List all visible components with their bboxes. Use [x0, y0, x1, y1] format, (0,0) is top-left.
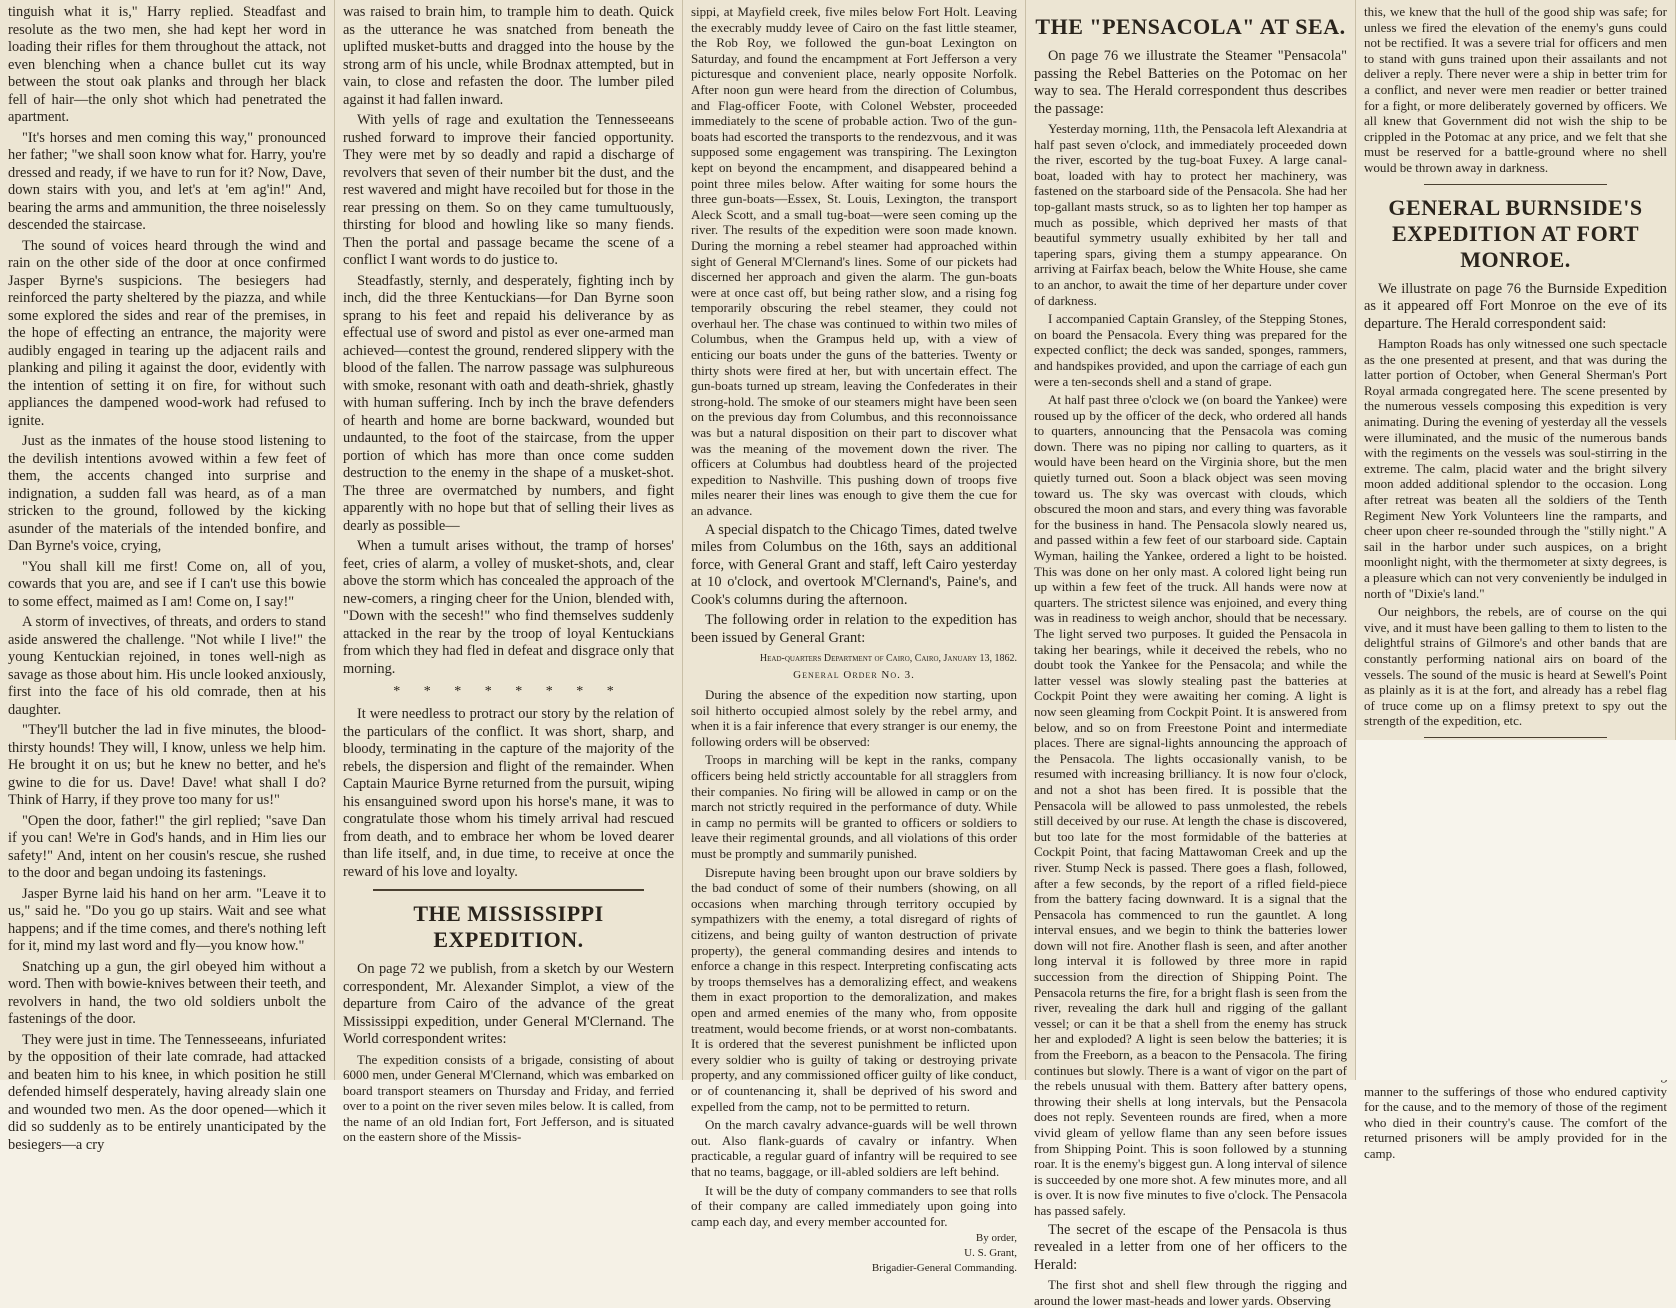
signature-line: By order, [975, 1232, 1017, 1245]
mississippi-expedition-body [343, 961, 674, 1145]
signature-line: Brigadier-General Commanding. [871, 1262, 1017, 1275]
paragraph: "You shall kill me first! Come on, all of you, cowards that you are, and see if I can't use this bowie to some effect, maimed as I am! Come on, I say!" [8, 558, 326, 610]
column-4 [1026, 0, 1356, 1308]
column-1 [0, 0, 335, 1153]
paragraph: At half past three o'clock we (on board the Yankee) were roused up by the officer of the deck, who ordered all hands to quarters, announcing that the Pensacola was coming down. There was no piping nor calling to quarters, as it would have been heard on the Virginia shore, but the men quietly turned out. Soon a black object was seen moving toward us. The sky was overcast with clouds, which obscured the moon and stars, and every thing was favorable for the business in hand. The Pensacola slowly neared us, and passed within a few feet of our starboard side. Captain Wyman, hailing the Yankee, ordered a light to be hoisted. This was done on her only mast. A colored light being run up within a few feet of the truck. All hands were now at quarters. The strictest silence was enjoined, and every thing was in readiness to weigh anchor, should that be necessary. The light served two purposes. It guided the Pensacola in taking her bearings, while it deceived the rebels, who no doubt took the Yankee for the Pensacola; and while the latter vessel was slowly stealing past the batteries at Cockpit Point they were awaiting her coming. A light is now seen gleaming from Cockpit Point. It is answered from below, and so on from Freestone Point and intermediate places. There are signal-lights announcing the approach of the Pensacola. The lights occasionally vanish, to be resumed with increasing brilliancy. It is now four o'clock, and not a shot has been fired. It is possible that the Pensacola will be allowed to pass unmolested, the rebels still deceived by our ruse. At length the chase is discovered, but too late for the most formidable of the batteries at Cockpit Point, that facing Mattawoman Creek and up the river. Stump Neck is passed. There goes a flash, followed, after a few seconds, by the report of a rifled field-piece from the battery facing downward. It is a signal that the Pensacola has commenced to run the gauntlet. A long interval ensues, and we begin to think the batteries lower down will not fire. Another flash is seen, and after another long interval it is followed by three more in rapid succession from the direction of Shipping Point. The Pensacola returns the fire, for a bright flash is seen from the river, revealing the dark hull and rigging of the gallant vessel; or can it be that a shell from the enemy has struck her and exploded? A light is seen below the batteries; it is from the Freeborn, as a beacon to the Pensacola. The firing continues but slowly. There is a want of vigor on the part of the rebels unusual with them. Battery after battery opens, throwing their shells at long intervals, but the Pensacola does not reply. Seventeen rounds are fired, when a more vivid gleam of yellow flame than any seen before issues from Shipping Point. This is soon followed by a stunning roar. It is the enemy's biggest gun. A long interval of silence is succeeded by one more shot. A few minutes more, and all is over. It is now five minutes to five o'clock. The Pensacola has passed safely. [1034, 392, 1347, 1218]
paragraph: Snatching up a gun, the girl obeyed him without a word. Then with bowie-knives between their teeth, and revolvers in hand, the two old soldiers unbolt the fastenings of the door. [8, 958, 326, 1027]
paragraph: "It's horses and men coming this way," pronounced her father; "we shall soon know what for. Harry, you're dressed and ready, if we have to run for it? Now, Dave, down stairs with you, and let's at 'em ag'in!" And, bearing the arms and ammunition, the three noiselessly descended the staircase. [8, 129, 326, 233]
heading-rule [373, 889, 644, 891]
heading-burnside-expedition: GENERAL BURNSIDE'S EXPEDITION AT FORT MONROE. [1388, 194, 1643, 272]
paragraph: During the absence of the expedition now starting, upon soil hitherto occupied almost solely by the rebel army, and when it is a fair inference that every stranger is our enemy, the following orders will be observed: [691, 687, 1017, 749]
general-order-dateline: Head-quarters Department of Cairo, Cairo, January 13, 1862. [759, 653, 1017, 665]
paragraph: We illustrate on page 76 the Burnside Expedition as it appeared off Fort Monroe on the eve of its departure. The Herald correspondent said: [1364, 280, 1667, 332]
paragraph: On page 76 we illustrate the Steamer "Pensacola" passing the Rebel Batteries on the Potomac on her way to sea. The Herald correspondent thus describes the passage: [1034, 48, 1347, 117]
column-1-body [8, 4, 326, 1154]
paragraph: The first shot and shell flew through the rigging and around the lower mast-heads and lower yards. Observing [1034, 1277, 1347, 1308]
section-separator-stars: * * * * * * * * [393, 684, 624, 699]
column-2-body-continued [343, 706, 674, 881]
heading-rule [1424, 737, 1607, 738]
column-5 [1356, 0, 1676, 1161]
paragraph: The sound of voices heard through the wind and rain on the other side of the door at once confirmed Jasper Byrne's suspicions. The besiegers had reinforced the party sheltered by the piazza, and while some explored the sides and rear of the premises, in the hope of effecting an entrance, the majority were audibly engaged in tearing up the adjacent rails and planking and piling it against the door, evidently with the intention of setting it on fire, for without such appliances the dampened wood-work had refused to ignite. [8, 237, 326, 429]
paragraph: tinguish what it is," Harry replied. Steadfast and resolute as the two men, she had kept her word in loading their rifles for them throughout the attack, not even blenching when a chance bullet cut its way between the stout oak planks and through her black fell of hair—the only shot which had penetrated the apartment. [8, 4, 326, 125]
paragraph: Our neighbors, the rebels, are of course on the qui vive, and it must have been galling to them to listen to the delightful strains of Gilmore's and other bands that are constantly performing national airs on board of the vessels. The sound of the music is heard at Sewell's Point as plainly as it is at the fort, and already has a rebel flag of truce come up on a flimsy pretext to spy out the strength of the expedition, etc. [1364, 604, 1667, 729]
paragraph: Disrepute having been brought upon our brave soldiers by the bad conduct of some of their numbers (showing, on all occasions when marching through territory occupied by sympathizers with the enemy, a total disregard of rights of citizens, and being guilty of wanton destruction of private property), the general commanding desires and intends to enforce a change in this respect. Interpreting confiscating acts by troops themselves has a demoralizing effect, and weakens them in exact proportion to the demoralization, and makes open and armed enemies of the many who, from opposite treatment, would become friends, or at worst non-combatants. It is ordered that the severest punishment be inflicted upon every soldier who is guilty of taking or destroying private property, and any commissioned officer guilty of like conduct, or of countenancing it, shall be deprived of his sword and expelled from the camp, not to be permitted to return. [691, 864, 1017, 1114]
paragraph: "They'll butcher the lad in five minutes, the blood-thirsty hounds! They will, I know, unless we help him. He brought it on us; but he knew no better, and he's gwine to die for us. Dave! Dave! what shall I do? Think of Harry, if they prove too many for us!" [8, 722, 326, 808]
paragraph: When a tumult arises without, the tramp of horses' feet, cries of alarm, a volley of musket-shots, and, clear above the storm which has concealed the approach of the new-comers, a ringing cheer for the Union, blended with, "Down with the secesh!" who find themselves suddenly attacked in the rear by the troop of loyal Kentuckians from which they had fled in defeat and disgrace only that morning. [343, 538, 674, 677]
general-order-body [691, 687, 1017, 1229]
paragraph: It were needless to protract our story by the relation of the particulars of the conflict. It was short, sharp, and bloody, terminating in the capture of the majority of the rebels, the dispersion and flight of the remainder. When Captain Maurice Byrne returned from the pursuit, wiping his ensanguined sword upon his horse's mane, it was to congratulate those whom his timely arrival had rescued from death, and to embrace her whom be loved dearer than life itself, and, in due time, to receive at once the reward of his love and loyalty. [343, 706, 674, 880]
paragraph: The expedition consists of a brigade, consisting of about 6000 men, under General M'Clernand, which was embarked on board transport steamers on Thursday and Friday, and ferried over to a point on the river seven miles below. It is called, from the name of an old Indian fort, Fort Jefferson, and is situated on the eastern shore of the Missis- [343, 1051, 674, 1145]
paragraph: this, we knew that the hull of the good ship was safe; for unless we fired the elevation of the enemy's guns could not be rectified. It was a severe trial for officers and men to stand with guns trained upon their assailants and not deliver a reply. There never were a ship in better trim for a conflict, and never were men readier or better trained for a fight, or more deliberately governed by officers. We all knew that Government did not wish the ship to be crippled in the Potomac at any price, and we felt that she must be reserved for a battle-ground where no shell would be thrown away in darkness. [1364, 4, 1667, 175]
pensacola-body [1034, 48, 1347, 1308]
paragraph: Steadfastly, sternly, and desperately, fighting inch by inch, did the three Kentuckians—for Dan Byrne soon sprang to his feet and repaid his deliverance by as effectual use of sword and pistol as ever one-armed man achieved—contest the ground, rendered slippery with the blood of the fallen. The narrow passage was sulphureous with smoke, resonant with oath and death-shriek, ghastly with human suffering. Inch by inch the brave defenders of hearth and home are borne backward, wounded but undaunted, to the foot of the staircase, from the upper portion of which has more than once come sudden destruction to the enemy in the shape of a musket-shot. The three are overmatched by numbers, and fight apparently with no hope but that of selling their lives as dearly as possible— [343, 272, 674, 534]
heading-mississippi-expedition: THE MISSISSIPPI EXPEDITION. [413, 901, 604, 952]
signature-line: U. S. Grant, [964, 1247, 1017, 1260]
paragraph: The following order in relation to the expedition has been issued by General Grant: [691, 612, 1017, 646]
general-order-signature [691, 1232, 1017, 1275]
heading-rule [1424, 184, 1607, 185]
blank-margin [1356, 740, 1676, 1080]
column-2-body [343, 4, 674, 678]
column-5-body [1364, 4, 1667, 176]
paragraph: A special dispatch to the Chicago Times, dated twelve miles from Columbus on the 16th, says an additional force, with General Grant and staff, left Cairo yesterday at 10 o'clock, and overtook M'Clernand's, Paine's, and Cook's columns during the afternoon. [691, 521, 1017, 608]
paragraph: Yesterday morning, 11th, the Pensacola left Alexandria at half past seven o'clock, and immediately proceeded down the river, escorted by the tug-boat Fuxey. A large canal-boat, loaded with hay to protect her machinery, was fastened on the starboard side of the Pensacola. She had her top-gallant masts struck, so as to lighten her top hamper as much as possible, which deprived her masts of that beautiful symmetry usually exhibited by her tall and tapering spars, giving them a stumpy appearance. On arriving at Fairfax beach, below the White House, she came to an anchor, to await the time of her departure under cover of darkness. [1034, 121, 1347, 308]
column-2 [335, 0, 683, 1145]
paragraph: The secret of the escape of the Pensacola is thus revealed in a letter from one of her officers to the Herald: [1034, 1221, 1347, 1273]
paragraph: A storm of invectives, of threats, and orders to stand aside answered the challenge. "Not while I live!" the young Kentuckian rejoined, in tones well-nigh as savage as those about him. His uncle looked anxiously, first into the face of his old comrade, then at his daughter. [8, 614, 326, 718]
burnside-expedition-body [1364, 281, 1667, 729]
paragraph: Jasper Byrne laid his hand on her arm. "Leave it to us," said he. "Do you go up stairs. Wait and see what happens; and if the time comes, and there's nothing left for it, mind my last word and fly—you know how." [8, 885, 326, 954]
paragraph: With yells of rage and exultation the Tennesseeans rushed forward to improve their fancied opportunity. They were met by so deadly and rapid a discharge of revolvers that seven of their number bit the dust, and the rest wavered and might have recoiled but for those in the rear pressing on them. So on they came tumultuously, thirsting for blood and howling like so many fiends. Then the portal and passage became the scene of a conflict I want words to do justice to. [343, 112, 674, 268]
paragraph: was raised to brain him, to trample him to death. Quick as the utterance he was snatched from beneath the uplifted musket-butts and dragged into the house by the strong arm of his uncle, while Brodnax attempted, but in vain, to close and refasten the door. The lumber piled against it had fallen inward. [343, 4, 674, 108]
paragraph: It will be the duty of company commanders to see that rolls of their company are called immediately upon going into camp each day, and every member accounted for. [691, 1182, 1017, 1229]
heading-pensacola-at-sea: THE "PENSACOLA" AT SEA. [1035, 14, 1346, 39]
paragraph: "Open the door, father!" the girl replied; "save Dan if you can! We're in God's hands, and in Him lies our safety!" And, intent on her cousin's rescue, she rushed to the door and began undoing its fastenings. [8, 812, 326, 881]
column-3 [683, 0, 1026, 1275]
paragraph: I accompanied Captain Gransley, of the Stepping Stones, on board the Pensacola. Every thing was prepared for the expected conflict; the deck was sanded, sponges, rammers, and handspikes provided, and upon the carriage of each gun were a ten-seconds shell and a stand of grape. [1034, 311, 1347, 389]
column-3-body [691, 4, 1017, 647]
paragraph: sippi, at Mayfield creek, five miles below Fort Holt. Leaving the execrably muddy levee of Cairo on the fast little steamer, the Rob Roy, we followed the gun-boat Lexington on Saturday, and found the encampment at Fort Jefferson a very picturesque and convenient place, nearly opposite Norfolk. After noon gun were heard from the direction of Columbus, and Flag-officer Foote, with Colonel Webster, proceeded immediately to the scene of probable action. Two of the gun-boats had escorted the transports to the rendezvous, and it was supposed some engagement was transpiring. The Lexington kept on beyond the encampment, and disappeared behind a point three miles below. After waiting for some hours the three gun-boats—Essex, St. Louis, Lexington, the transport Aleck Scott, and a small tug-boat—were seen coming up the river. The results of the expedition were soon made known. During the morning a rebel steamer had approached within sight of General M'Clernand's lines. Some of our pickets had discerned her approach and given the alarm. The gun-boats were at once cast off, but being rather slow, and a rising fog temporarily obscuring the rebel steamer, they could not overhaul her. The chase was continued to within two miles of Columbus, when the Grampus held up, with a view of enticing our boats under the guns of the batteries. Twenty or thirty shots were fired at her, but with uncertain effect. The gun-boats turned up stream, leaving the Confederates in their strong-hold. The smoke of our steamers might have been seen on the previous day from Columbus, and this reconnoissance was but a natural disposition on their part to discover what was the meaning of the movement down the river. The officers at Columbus had doubtless heard of the projected expedition to Nashville. This pushing down of troops five miles nearer their lines was enough to give them the cue for an advance. [691, 4, 1017, 518]
paragraph: Just as the inmates of the house stood listening to the devilish intentions avowed within a few feet of them, the accents changed into surprise and indignation, a sudden fall was heard, as of a man stricken to the ground, followed by the kicking asunder of the materials of the intended bonfire, and Dan Byrne's voice, crying, [8, 433, 326, 554]
paragraph: They were just in time. The Tennesseeans, infuriated by the opposition of their late comrade, had attacked and beaten him to his knee, in which position he still defended himself desperately, having already slain one and wounded two men. As the door opened—which it did so suddenly as to be entirely unanticipated by the besiegers—a cry [8, 1031, 326, 1153]
paragraph: On page 72 we publish, from a sketch by our Western correspondent, Mr. Alexander Simplot, a view of the departure from Cairo of the advance of the great Mississippi expedition, under General M'Clernand. The World correspondent writes: [343, 961, 674, 1047]
general-order-number: General Order No. 3. [793, 669, 915, 682]
paragraph: Hampton Roads has only witnessed one such spectacle as the one presented at present, and that was during the latter portion of October, when General Sherman's Port Royal armada congregated here. The scene presented by the numerous vessels composing this expedition is very animating. During the evening of yesterday all the vessels were illuminated, and the music of the numerous bands with the regiments on the vessels was soul-stirring in the extreme. The calm, placid water and the bright silvery moon added additional splendor to the occasion. Long after retreat was beaten all the soldiers of the Tenth Regiment New York Volunteers line the ramparts, and cheer upon cheer re-sounded through the "stilly night." A sail in the harbor under such auspices, on a bright moonlight night, with the thermometer at sixty degrees, is a pleasure which can not very conveniently be indulged in north of "Dixie's land." [1364, 336, 1667, 601]
paragraph: On the march cavalry advance-guards will be well thrown out. Also flank-guards of cavalry or infantry. When practicable, a regular guard of infantry will be required to see that no teams, baggage, or ill-abled soldiers are left behind. [691, 1117, 1017, 1179]
paragraph: manner to the sufferings of those who endured captivity for the cause, and to the memory of those of the regiment who died in their country's cause. The comfort of the returned prisoners will be amply provided for in the camp. [1364, 1083, 1667, 1161]
paragraph: Troops in marching will be kept in the ranks, company officers being held strictly accountable for all stragglers from their companies. No firing will be allowed in camp or on the march not strictly required in the performance of duty. While in camp no permits will be granted to officers or soldiers to leave their regimental grounds, and all violations of this order must be promptly and summarily punished. [691, 752, 1017, 862]
